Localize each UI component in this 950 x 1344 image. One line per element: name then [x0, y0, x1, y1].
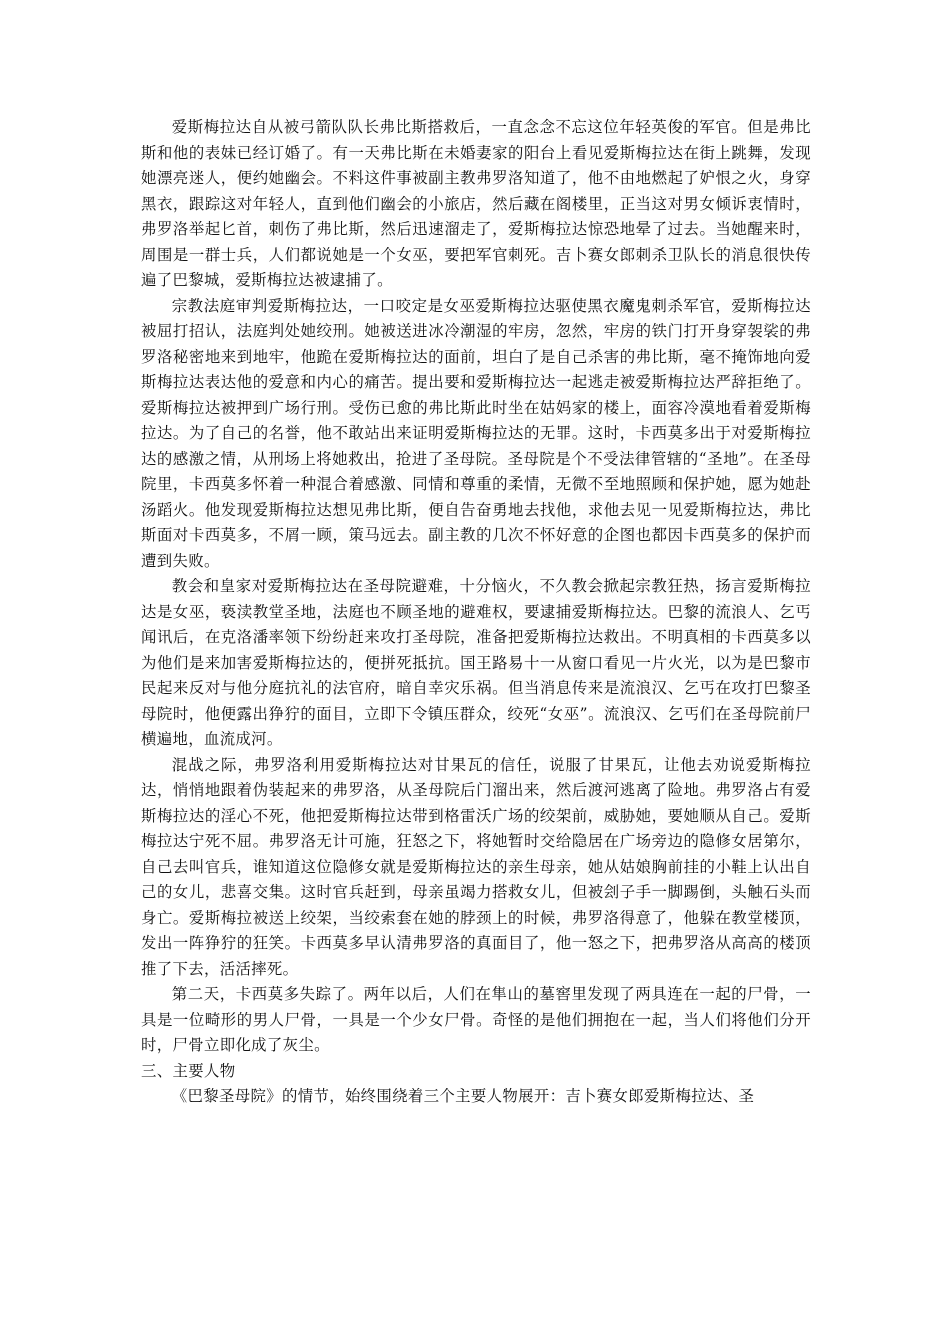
paragraph-2: 宗教法庭审判爱斯梅拉达，一口咬定是女巫爱斯梅拉达驱使黑衣魔鬼刺杀军官，爱斯梅拉达被屈打招认，法庭判处她绞刑。她被送进冰冷潮湿的牢房，忽然，牢房的铁门打开身穿袈裟的弗罗洛秘密地来到地牢，他跪在爱斯梅拉达的面前，坦白了是自己杀害的弗比斯，毫不掩饰地向爱斯梅拉达表达他的爱意和内心的痛苦。提出要和爱斯梅拉达一起逃走被爱斯梅拉达严辞拒绝了。爱斯梅拉达被押到广场行刑。受伤已愈的弗比斯此时坐在姑妈家的楼上，面容冷漠地看着爱斯梅拉达。为了自己的名誉，他不敢站出来证明爱斯梅拉达的无罪。这时，卡西莫多出于对爱斯梅拉达的感激之情，从刑场上将她救出，抢进了圣母院。圣母院是个不受法律管辖的“圣地”。在圣母院里，卡西莫多怀着一种混合着感激、同情和尊重的柔情，无微不至地照顾和保护她，愿为她赴汤蹈火。他发现爱斯梅拉达想见弗比斯，便自告奋勇地去找他，求他去见一见爱斯梅拉达，弗比斯面对卡西莫多，不屑一顾，策马远去。副主教的几次不怀好意的企图也都因卡西莫多的保护而遭到失败。: [141, 296, 811, 570]
paragraph-3: 教会和皇家对爱斯梅拉达在圣母院避难，十分恼火，不久教会掀起宗教狂热，扬言爱斯梅拉达是女巫，亵渎教堂圣地，法庭也不顾圣地的避难权，要逮捕爱斯梅拉达。巴黎的流浪人、乞丐闻讯后，在克洛潘率领下纷纷赶来攻打圣母院，准备把爱斯梅拉达救出。不明真相的卡西莫多以为他们是来加害爱斯梅拉达的，便拼死抵抗。国王路易十一从窗口看见一片火光，以为是巴黎市民起来反对与他分庭抗礼的法官府，暗自幸灾乐祸。但当消息传来是流浪汉、乞丐在攻打巴黎圣母院时，他便露出狰狞的面目，立即下令镇压群众，绞死“女巫”。流浪汉、乞丐们在圣母院前尸横遍地，血流成河。: [141, 577, 811, 748]
paragraph-6: 《巴黎圣母院》的情节，始终围绕着三个主要人物展开：吉卜赛女郎爱斯梅拉达、圣: [171, 1087, 755, 1105]
paragraph-5: 第二天，卡西莫多失踪了。两年以后，人们在隼山的墓窖里发现了两具连在一起的尸骨，一具是一位畸形的男人尸骨，一具是一个少女尸骨。奇怪的是他们拥抱在一起，当人们将他们分开时，尸骨立即化成了灰尘。: [141, 985, 811, 1054]
section-heading: 三、主要人物: [141, 1061, 236, 1080]
document-body: [141, 115, 811, 1110]
paragraph-1: 爱斯梅拉达自从被弓箭队队长弗比斯搭救后，一直念念不忘这位年轻英俊的军官。但是弗比斯和他的表妹已经订婚了。有一天弗比斯在未婚妻家的阳台上看见爱斯梅拉达在街上跳舞，发现她漂亮迷人，便约她幽会。不料这件事被副主教弗罗洛知道了，他不由地燃起了妒恨之火，身穿黑衣，跟踪这对年轻人，直到他们幽会的小旅店，然后藏在阁楼里，正当这对男女倾诉衷情时，弗罗洛举起匕首，刺伤了弗比斯，然后迅速溜走了，爱斯梅拉达惊恐地晕了过去。当她醒来时，周围是一群士兵，人们都说她是一个女巫，要把军官刺死。吉卜赛女郎刺杀卫队长的消息很快传遍了巴黎城，爱斯梅拉达被逮捕了。: [141, 118, 811, 289]
paragraph-4: 混战之际，弗罗洛利用爱斯梅拉达对甘果瓦的信任，说服了甘果瓦，让他去劝说爱斯梅拉达，悄悄地跟着伪装起来的弗罗洛，从圣母院后门溜出来，然后渡河逃离了险地。弗罗洛占有爱斯梅拉达的淫心不死，他把爱斯梅拉达带到格雷沃广场的绞架前，威胁她，要她顺从自己。爱斯梅拉达宁死不屈。弗罗洛无计可施，狂怒之下，将她暂时交给隐居在广场旁边的隐修女居第尔，自己去叫官兵，谁知道这位隐修女就是爱斯梅拉达的亲生母亲，她从姑娘胸前挂的小鞋上认出自己的女儿，悲喜交集。这时官兵赶到，母亲虽竭力搭救女儿，但被刽子手一脚踢倒，头触石头而身亡。爱斯梅拉被送上绞架，当绞索套在她的脖颈上的时候，弗罗洛得意了，他躲在教堂楼顶，发出一阵狰狞的狂笑。卡西莫多早认清弗罗洛的真面目了，他一怒之下，把弗罗洛从高高的楼顶推了下去，活活摔死。: [141, 755, 811, 978]
